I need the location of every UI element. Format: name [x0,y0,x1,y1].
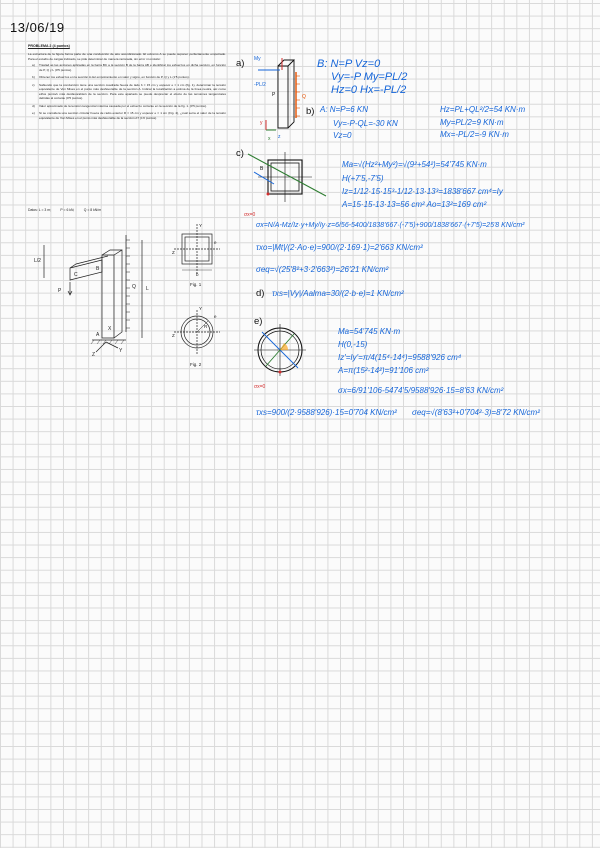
part-c-neutral-label: σx=0 [244,212,256,218]
part-e-eq-1: Ma=54'745 KN·m [338,327,401,336]
question-key: e) [32,111,35,116]
fig1-b: b [196,272,199,277]
fbd-z: z [278,134,281,140]
question-key: a) [32,63,35,68]
question-b [32,75,226,79]
label-p: P [58,288,62,294]
question-e [32,111,226,120]
fbd-q: Q [302,94,306,100]
label-l-half: L/2 [34,258,41,264]
part-c-eq-4: A=15·15-13·13=56 cm² Ao=13²=169 cm² [342,200,487,209]
fig2-z: Z [172,333,175,338]
fig2-caption: Fig. 2 [190,362,202,367]
question-text: Sabiendo que la conducción tiene una sección cuadrada hueca de lado b = 15 cm y espesor e = 1 cm (fig. 1), determinar la tensión equivalente de Von Mises en el punto más desfavorable de la sección A. Indicar la localización a estima de la línea neutra, así como el/los punto/s más desfavorable/s de la sección. Para este apartado se puede despreciar el efecto de las tensiones tangenciales debidas al cortante (0'5 puntos). [39,82,226,101]
fig1-e: e [214,240,217,245]
part-d-label: d) [256,288,265,299]
part-c-label: c) [236,148,244,159]
part-e-eq-4: A=π(15²-14²)=91'106 cm² [338,366,429,375]
part-b-eq-2-right: My=PL/2=9 KN·m [440,118,504,127]
part-b-eq-2-left: Vy=-P-QL=-30 KN [333,119,398,128]
fbd-my: My [254,56,261,62]
label-x: X [108,326,112,332]
question-key: c) [32,82,35,87]
question-a [32,63,226,72]
part-d-eq: τxs=|Vy|/Aalma=30/(2·b·e)=1 KN/cm² [272,289,404,298]
fig2-y: Y [199,306,203,311]
label-y: Y [119,348,123,354]
label-z: Z [92,352,96,358]
fig1-y: Y [199,223,203,228]
part-b-eq-1-left: A: N=P=6 KN [320,105,369,114]
problem-intro: La estructura de la figura forma parte de una conducción de aire acondicionado. El extremo A se puede suponer perfectamente empotrado. Para el estudio de cargas indicado, se pide determinar de manera razonada, sin error ni omisión: [28,52,226,61]
problem-heading [28,44,226,49]
part-b-label: b) [306,106,315,117]
part-c-sigma: σx=N/A-Mz/Iz·y+My/Iy·z=6/56-5400/1838'667·(-7'5)+900/1838'667·(+7'5)=25'8 KN/cm² [256,222,525,229]
part-c-sigma-eq: σeq=√(25'8²+3·2'663²)=26'21 KN/cm² [256,265,389,274]
question-key: b) [32,75,35,80]
part-e-circular-section-sketch [252,320,312,392]
question-c [32,83,226,101]
part-c-eq-3: Iz=1/12·15·15³-1/12·13·13³=1838'667 cm⁴=Iy [342,187,503,196]
question-text: Si se considera una sección circular hueca de radio exterior R = 15 cm y espesor e = 1 cm (Fig. 2), ¿cuál sería el valor de la tensión equivalente de Von Mises en el punto más desfavorable de la sección A? (1'0 puntos). [39,111,226,120]
part-a-eq-1: B: N=P Vz=0 [317,58,381,70]
part-a-label: a) [236,58,245,69]
fig1-square-section [170,222,230,292]
question-text: Valor aproximado de la tensión tangencial máxima causada por el esfuerzo cortante en la sección de la fig. 1. (0'5 puntos). [39,103,207,108]
question-d [32,104,226,108]
problem-data: Datos: L = 3 m; P = 6 kN; Q = 8 kN/m [28,208,102,212]
fbd-x: x [268,136,271,142]
fbd-p: P [272,92,276,98]
fig1-caption: Fig. 1 [190,282,202,287]
part-e-eq-2: H(0,-15) [338,340,368,349]
part-e-neutral-label: σx=0 [254,384,266,390]
fig1-z: Z [172,250,175,255]
part-c-eq-1: Ma=√(Hz²+My²)=√(9²+54²)=54'745 KN·m [342,160,487,169]
fig2-circular-section [170,300,230,380]
problem-statement [28,44,226,123]
part-c-eq-2: H(+7'5,-7'5) [342,174,384,183]
fbd-y: y [260,120,263,126]
fig2-r: R [204,324,208,329]
part-c-square-section-sketch [244,150,329,220]
question-text: Obtener los esfuerzos en la sección A del empotramiento en valor y signo, en función de P, Q y L (1'5 puntos). [39,75,190,80]
part-a-eq-3: Hz=0 Hx=-PL/2 [331,84,407,96]
part-b-eq-3-right: Mx=-PL/2=-9 KN·m [440,130,509,139]
label-a: A [96,332,100,338]
fbd-pl2: -PL/2 [254,82,266,88]
part-e-sigma: σx=6/91'106-5474'5/9588'926·15=8'63 KN/cm² [338,386,504,395]
label-q: Q [132,284,136,290]
part-e-label: e) [254,316,263,327]
part-e-sigma-eq: σeq=√(8'63²+0'704²·3)=8'72 KN/cm² [412,408,540,417]
label-c: C [74,272,78,278]
date-header: 13/06/19 [10,20,65,35]
part-b-eq-1-right: Hz=PL+QL²/2=54 KN·m [440,105,526,114]
part-e-tau: τxs=900/(2·9588'926)·15=0'704 KN/cm² [256,408,397,417]
label-l: L [146,286,149,292]
part-e-eq-3: Iz'=Iy'=π/4(15⁴-14⁴)=9588'926 cm⁴ [338,353,462,362]
fig2-e: e [214,314,217,319]
part-c-sketch-b: B [260,166,264,172]
part-a-eq-2: Vy=-P My=PL/2 [331,71,408,83]
question-key: d) [32,103,35,108]
part-b-eq-3-left: Vz=0 [333,131,352,140]
question-text: Traslad as las acciones aplicadas en la barra BC a la sección B de la barra AB e identificar los esfuerzos en dicha sección, en función de P, Q y L (0'5 puntos). [39,63,226,72]
problem-points: (4 puntos) [52,44,70,48]
problem-title: PROBLEMA 2 [28,44,52,48]
label-b: B [96,266,100,272]
part-c-tau: τxo=|Mt|/(2·Ao·e)=900/(2·169·1)=2'663 KN/cm² [256,243,423,252]
part-a-free-body-diagram [252,50,315,142]
